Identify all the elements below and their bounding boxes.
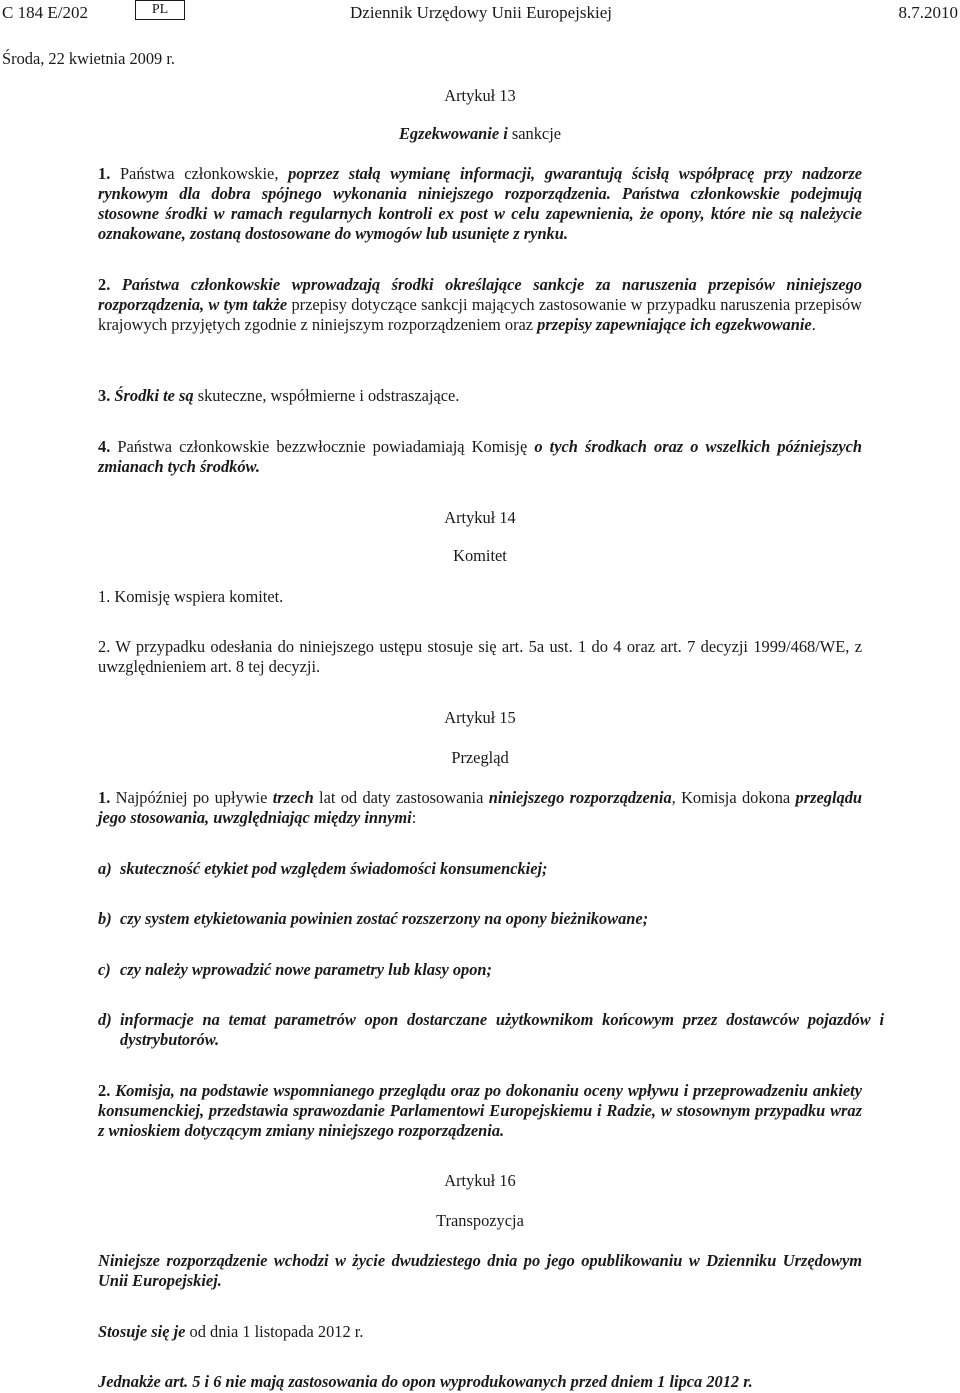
article-13-paragraph-3: 3. Środki te są skuteczne, współmierne i odstraszające. <box>98 386 460 405</box>
session-date: Środa, 22 kwietnia 2009 r. <box>2 49 175 68</box>
publication-date: 8.7.2010 <box>898 3 958 22</box>
article-16-subtitle: Transpozycja <box>436 1211 524 1230</box>
article-13-title: Artykuł 13 <box>444 86 516 105</box>
review-item-d: d) informacje na temat parametrów opon dostarczane użytkownikom końcowym przez dostawców pojazdów i dystrybutorów. <box>98 1010 884 1049</box>
article-16-paragraph-3: Jednakże art. 5 i 6 nie mają zastosowania do opon wyprodukowanych przed dniem 1 lipca 2012 r. <box>98 1372 753 1391</box>
article-15-subtitle: Przegląd <box>451 748 509 767</box>
article-16-paragraph-1: Niniejsze rozporządzenie wchodzi w życie dwudziestego dnia po jego opublikowaniu w Dzienniku Urzędowym Unii Europejskiej. <box>98 1251 862 1290</box>
article-14-subtitle: Komitet <box>453 546 507 565</box>
journal-reference: C 184 E/202 <box>2 3 88 22</box>
article-16-title: Artykuł 16 <box>444 1171 516 1190</box>
review-item-a: a) skuteczność etykiet pod względem świadomości konsumenckiej; <box>98 859 548 878</box>
article-13-subtitle: Egzekwowanie i sankcje <box>398 124 562 143</box>
article-16-paragraph-2: Stosuje się je od dnia 1 listopada 2012 r. <box>98 1322 364 1341</box>
article-15-title: Artykuł 15 <box>444 708 516 727</box>
article-15-paragraph-1: 1. Najpóźniej po upływie trzech lat od daty zastosowania niniejszego rozporządzenia, Komisja dokona przeglądu jego stosowania, uwzględniając między innymi: <box>98 788 863 827</box>
article-14-paragraph-1: 1. Komisję wspiera komitet. <box>98 587 284 606</box>
article-13-paragraph-1: 1. Państwa członkowskie, poprzez stałą wymianę informacji, gwarantują ścisłą współpracę przy nadzorze rynkowym dla dobra spójnego wykonania niniejszego rozporządzenia. Państwa członkowskie podejmują stosowne środki w ramach regularnych kontroli ex post w celu zapewnienia, że opony, które nie są należycie oznakowane, zostaną dostosowane do wymogów lub usunięte z rynku. <box>98 164 862 243</box>
review-item-b: b) czy system etykietowania powinien zostać rozszerzony na opony bieżnikowane; <box>98 909 649 928</box>
article-14-paragraph-2: 2. W przypadku odesłania do niniejszego ustępu stosuje się art. 5a ust. 1 do 4 oraz art. 7 decyzji 1999/468/WE, z uwzględnieniem art. 8 tej decyzji. <box>98 637 862 676</box>
article-13-paragraph-4: 4. Państwa członkowskie bezzwłocznie powiadamiają Komisję o tych środkach oraz o wszelkich późniejszych zmianach tych środków. <box>98 437 863 476</box>
language-badge: PL <box>135 0 185 20</box>
article-15-paragraph-2: 2. Komisja, na podstawie wspomnianego przeglądu oraz po dokonaniu oceny wpływu i przeprowadzeniu ankiety konsumenckiej, przedstawia sprawozdanie Parlamentowi Europejskiemu i Radzie, w stosownym przypadku wraz z wnioskiem dotyczącym zmiany niniejszego rozporządzenia. <box>98 1081 862 1140</box>
article-14-title: Artykuł 14 <box>444 508 516 527</box>
review-item-c: c) czy należy wprowadzić nowe parametry lub klasy opon; <box>98 960 492 979</box>
article-13-paragraph-2: 2. Państwa członkowskie wprowadzają środki określające sankcje za naruszenia przepisów niniejszego rozporządzenia, w tym także przepisy dotyczące sankcji mających zastosowanie w przypadku naruszenia przepisów krajowych przyjętych zgodnie z niniejszym rozporządzeniem oraz przepisy zapewniające ich egzekwowanie. <box>98 275 862 334</box>
journal-title: Dziennik Urzędowy Unii Europejskiej <box>350 3 613 22</box>
